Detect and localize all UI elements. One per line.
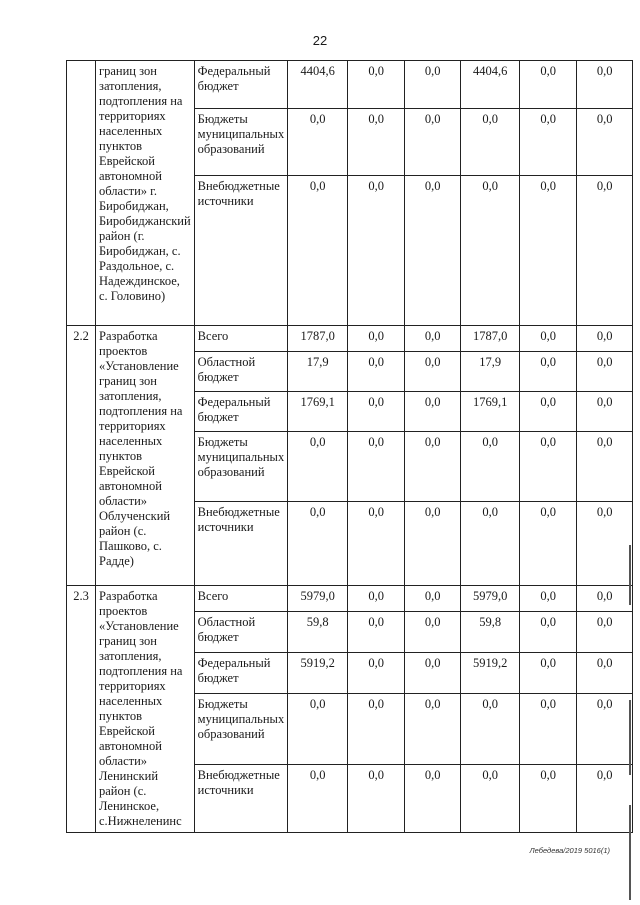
value-cell: 4404,6 xyxy=(288,61,348,109)
value-cell: 0,0 xyxy=(520,611,577,652)
value-cell: 0,0 xyxy=(348,176,405,326)
value-cell: 0,0 xyxy=(405,392,461,432)
value-cell: 0,0 xyxy=(405,109,461,176)
value-cell: 0,0 xyxy=(520,61,577,109)
value-cell: 0,0 xyxy=(405,611,461,652)
scan-edge-mark xyxy=(629,700,631,775)
value-cell: 0,0 xyxy=(461,693,520,765)
funding-source: Бюджеты муниципальных образований xyxy=(194,432,288,502)
value-cell: 0,0 xyxy=(461,432,520,502)
value-cell: 0,0 xyxy=(288,432,348,502)
funding-source: Бюджеты муниципальных образований xyxy=(194,109,288,176)
value-cell: 0,0 xyxy=(520,765,577,833)
value-cell: 0,0 xyxy=(577,693,633,765)
funding-source: Всего xyxy=(194,586,288,612)
value-cell: 0,0 xyxy=(288,176,348,326)
value-cell: 0,0 xyxy=(461,176,520,326)
value-cell: 0,0 xyxy=(520,176,577,326)
value-cell: 0,0 xyxy=(520,326,577,352)
table-row xyxy=(67,586,633,612)
value-cell: 0,0 xyxy=(577,326,633,352)
value-cell: 0,0 xyxy=(348,693,405,765)
value-cell: 59,8 xyxy=(288,611,348,652)
funding-source: Внебюджетные источники xyxy=(194,176,288,326)
value-cell: 0,0 xyxy=(288,109,348,176)
value-cell: 0,0 xyxy=(520,502,577,586)
value-cell: 0,0 xyxy=(288,502,348,586)
row-number: 2.2 xyxy=(67,326,96,586)
value-cell: 0,0 xyxy=(405,352,461,392)
value-cell: 0,0 xyxy=(405,61,461,109)
table-row xyxy=(67,326,633,352)
measure-name: Разработка проектов «Установление границ зон затопления, подтопления на территориях населенных пунктов Еврейской автономной области» Облученский район (с. Пашково, с. Радде) xyxy=(96,326,195,586)
value-cell: 0,0 xyxy=(520,693,577,765)
scan-edge-mark xyxy=(629,805,631,900)
value-cell: 0,0 xyxy=(348,586,405,612)
value-cell: 0,0 xyxy=(405,502,461,586)
value-cell: 0,0 xyxy=(577,392,633,432)
value-cell: 0,0 xyxy=(405,432,461,502)
value-cell: 5979,0 xyxy=(461,586,520,612)
value-cell: 0,0 xyxy=(405,765,461,833)
funding-source: Всего xyxy=(194,326,288,352)
value-cell: 0,0 xyxy=(520,392,577,432)
value-cell: 0,0 xyxy=(577,765,633,833)
value-cell: 0,0 xyxy=(348,392,405,432)
value-cell: 0,0 xyxy=(348,652,405,693)
measure-name: границ зон затопления, подтопления на территориях населенных пунктов Еврейской автономной области» г. Биробиджан, Биробиджанский район (г. Биробиджан, с. Раздольное, с. Надеждинское, с. Головино) xyxy=(96,61,195,326)
funding-source: Федеральный бюджет xyxy=(194,392,288,432)
funding-source: Федеральный бюджет xyxy=(194,652,288,693)
value-cell: 0,0 xyxy=(288,765,348,833)
value-cell: 1769,1 xyxy=(461,392,520,432)
funding-source: Бюджеты муниципальных образований xyxy=(194,693,288,765)
value-cell: 0,0 xyxy=(405,176,461,326)
value-cell: 0,0 xyxy=(348,432,405,502)
value-cell: 0,0 xyxy=(348,326,405,352)
value-cell: 59,8 xyxy=(461,611,520,652)
value-cell: 5919,2 xyxy=(288,652,348,693)
scan-edge-mark xyxy=(629,545,631,605)
value-cell: 0,0 xyxy=(577,652,633,693)
value-cell: 0,0 xyxy=(577,611,633,652)
value-cell: 0,0 xyxy=(288,693,348,765)
budget-table xyxy=(66,60,633,833)
funding-source: Внебюджетные источники xyxy=(194,765,288,833)
value-cell: 0,0 xyxy=(405,652,461,693)
value-cell: 0,0 xyxy=(348,109,405,176)
value-cell: 0,0 xyxy=(520,586,577,612)
row-number: 2.3 xyxy=(67,586,96,833)
value-cell: 5919,2 xyxy=(461,652,520,693)
value-cell: 0,0 xyxy=(520,432,577,502)
value-cell: 0,0 xyxy=(577,352,633,392)
value-cell: 0,0 xyxy=(348,765,405,833)
funding-source: Федеральный бюджет xyxy=(194,61,288,109)
value-cell: 0,0 xyxy=(577,61,633,109)
value-cell: 0,0 xyxy=(348,611,405,652)
value-cell: 17,9 xyxy=(288,352,348,392)
value-cell: 1787,0 xyxy=(288,326,348,352)
value-cell: 17,9 xyxy=(461,352,520,392)
value-cell: 0,0 xyxy=(520,352,577,392)
measure-name: Разработка проектов «Установление границ зон затопления, подтопления на территориях населенных пунктов Еврейской автономной области» Ленинский район (с. Ленинское, с.Нижнеленинс xyxy=(96,586,195,833)
value-cell: 0,0 xyxy=(577,586,633,612)
value-cell: 4404,6 xyxy=(461,61,520,109)
funding-source: Внебюджетные источники xyxy=(194,502,288,586)
value-cell: 0,0 xyxy=(348,61,405,109)
value-cell: 0,0 xyxy=(348,502,405,586)
funding-source: Областной бюджет xyxy=(194,611,288,652)
value-cell: 0,0 xyxy=(577,176,633,326)
value-cell: 0,0 xyxy=(461,502,520,586)
page-number: 22 xyxy=(312,33,328,48)
value-cell: 1769,1 xyxy=(288,392,348,432)
document-footer-code: Лебедева/2019 5016(1) xyxy=(529,846,610,855)
value-cell: 0,0 xyxy=(577,109,633,176)
value-cell: 0,0 xyxy=(348,352,405,392)
table-row xyxy=(67,61,633,109)
value-cell: 0,0 xyxy=(405,693,461,765)
value-cell: 0,0 xyxy=(461,765,520,833)
value-cell: 0,0 xyxy=(520,652,577,693)
value-cell: 5979,0 xyxy=(288,586,348,612)
row-number xyxy=(67,61,96,326)
value-cell: 0,0 xyxy=(461,109,520,176)
value-cell: 0,0 xyxy=(577,502,633,586)
value-cell: 1787,0 xyxy=(461,326,520,352)
funding-source: Областной бюджет xyxy=(194,352,288,392)
value-cell: 0,0 xyxy=(577,432,633,502)
value-cell: 0,0 xyxy=(405,586,461,612)
value-cell: 0,0 xyxy=(520,109,577,176)
value-cell: 0,0 xyxy=(405,326,461,352)
